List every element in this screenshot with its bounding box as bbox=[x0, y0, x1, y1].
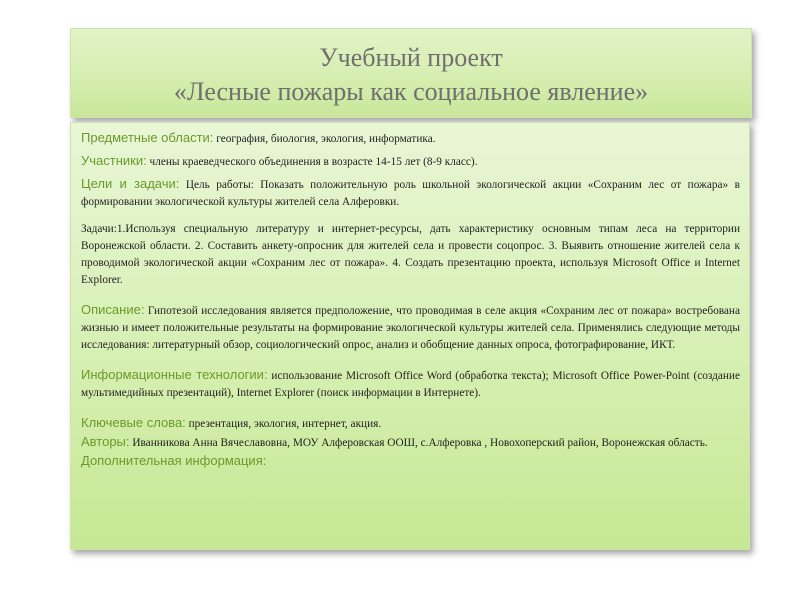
tasks-text: Задачи:1.Используя специальную литературу и интернет-ресурсы, дать характеристику основным типам леса на территории Воронежской области. 2. Составить анкету-опросник для жителей села и провести соцопрос. 3. Выявить отношение жителей села к проводимой экологической акции «Сохраним лес от пожара». 4. Создать презентацию проекта, используя Microsoft Office и Internet Explorer. bbox=[81, 223, 740, 286]
subjects-heading: Предметные области: bbox=[81, 130, 214, 145]
goals-heading: Цели и задачи: bbox=[81, 176, 180, 191]
content-panel bbox=[70, 122, 750, 550]
description-heading: Описание: bbox=[81, 302, 145, 317]
keywords-text: презентация, экология, интернет, акция. bbox=[185, 418, 382, 430]
additional-heading: Дополнительная информация: bbox=[81, 453, 267, 468]
participants-heading: Участники: bbox=[81, 153, 147, 168]
title-line-2: «Лесные пожары как социальное явление» bbox=[173, 77, 649, 106]
it-paragraph bbox=[81, 366, 740, 402]
description-paragraph bbox=[81, 301, 740, 354]
title-line-1: Учебный проект bbox=[319, 43, 503, 72]
additional-paragraph bbox=[81, 452, 740, 471]
subjects-text: география, биология, экология, информатика. bbox=[213, 133, 436, 145]
authors-text: Иванникова Анна Вячеславовна, МОУ Алферовская ООШ, с.Алферовка , Новохоперский район, Воронежская область. bbox=[129, 437, 708, 449]
authors-paragraph bbox=[81, 433, 740, 452]
authors-heading: Авторы: bbox=[81, 434, 130, 449]
tasks-paragraph bbox=[81, 221, 740, 289]
description-text: Гипотезой исследования является предположение, что проводимая в селе акция «Сохраним лес от пожара» востребована жизнью и имеет положительные результаты на формирование экологической культуры жителей села. Применялись следующие методы исследования: литературный обзор, социологический опрос, анализ и обобщение данных опроса, фотографирование, ИКТ. bbox=[81, 305, 740, 351]
goals-paragraph bbox=[81, 175, 740, 211]
title-panel bbox=[70, 28, 752, 118]
subjects-paragraph bbox=[81, 129, 740, 148]
participants-text: члены краеведческого объединения в возрасте 14-15 лет (8-9 класс). bbox=[146, 156, 478, 168]
goals-text: Цель работы: Показать положительную роль школьной экологической акции «Сохраним лес от пожара» в формировании экологической культуры жителей села Алферовки. bbox=[81, 179, 740, 208]
it-heading: Информационные технологии: bbox=[81, 367, 268, 382]
keywords-paragraph bbox=[81, 414, 740, 433]
keywords-heading: Ключевые слова: bbox=[81, 415, 186, 430]
it-text: использование Microsoft Office Word (обработка текста); Microsoft Office Power-Point (создание мультимедийных презентаций), Internet Explorer (поиск информации в Интернете). bbox=[81, 370, 740, 399]
participants-paragraph bbox=[81, 152, 740, 171]
